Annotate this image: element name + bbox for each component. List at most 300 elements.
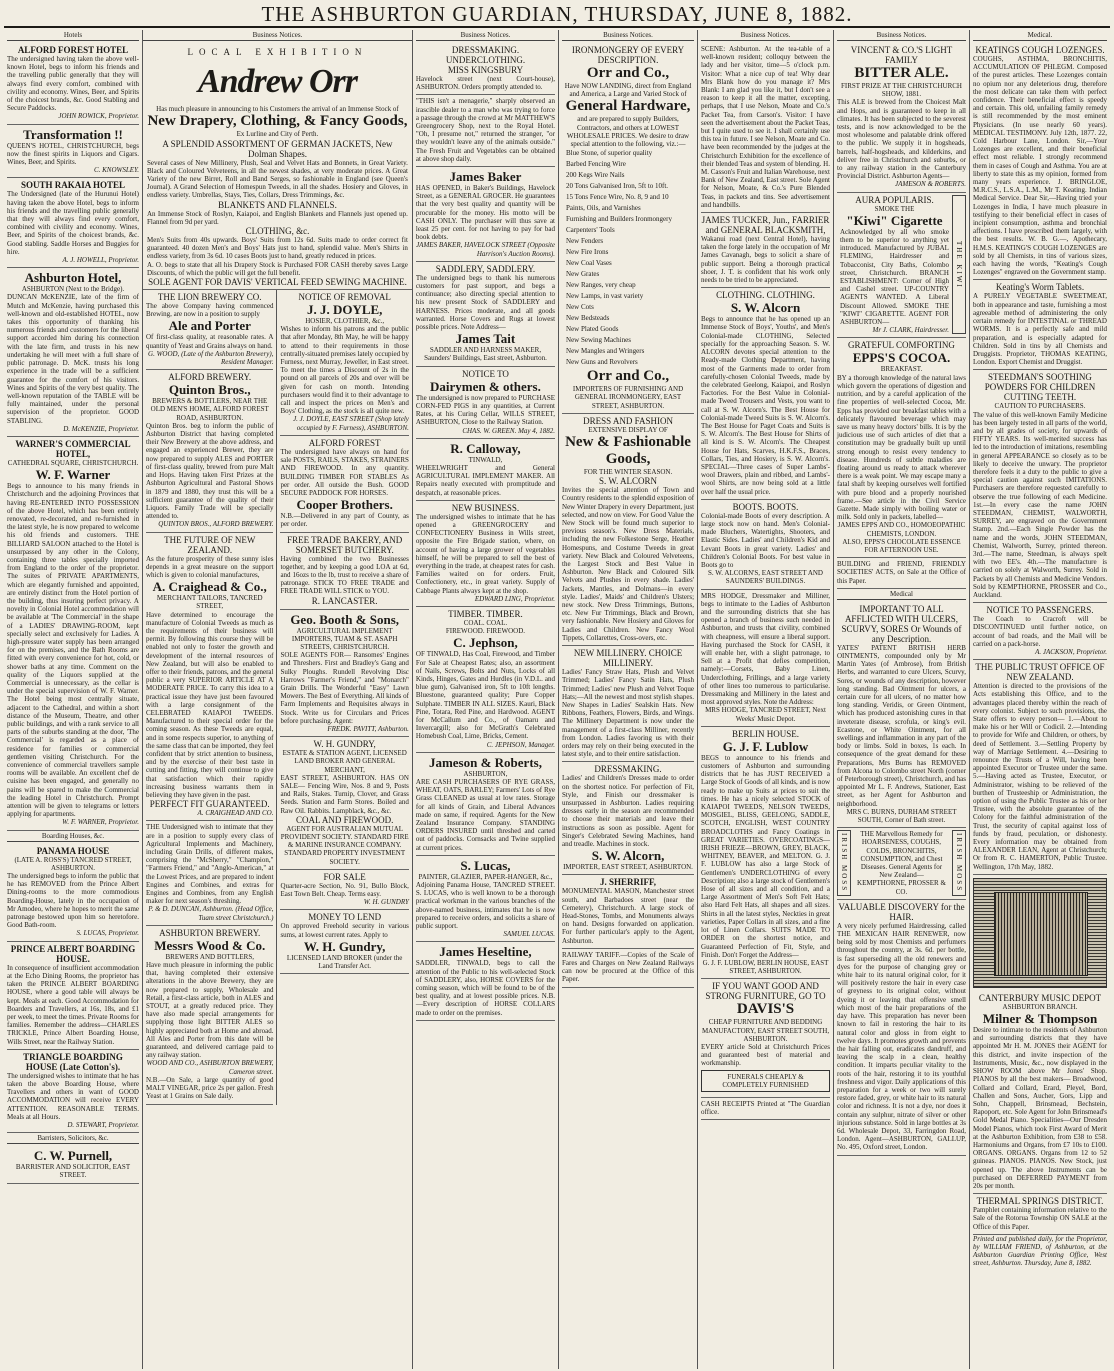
ad-title: DRESSMAKING. UNDERCLOTHING. [445, 45, 526, 65]
ad-main [851, 830, 952, 896]
ad-body: MRS HODGE, Dressmaker and Milliner, begs to intimate to the Ladies of Ashburton and the surrounding districts that she has opened a branch of business such needed in Ashburton, and trusts that civility, combined with cheapness, will ensure a liberal support. Having purchased the Stock for CASH, it will enable her, with a slight patronage, to Sell at a Profit that defies competition, namely:—Corsets, Baby Linen, Underclothing, Frillings, and a large variety of other lines too numerous to particularise. Dressmaking and Millinery in the latest and most approved styles. Note the Address: [701, 591, 830, 707]
ad-body: This ALE is brewed from the Choicest Malt and Hops, and is guaranteed to keep in all climates. It has been subjected to the severest tests, and is now acknowledged to be the most wholesome and palatable drink offered to the public. We supply it in hogsheads, barrels, half-hogsheads, and kilderkins, and deliver free in Christchurch and suburbs, or to any railway station in the Canterbury Provincial District. Ashburton Agents— [837, 98, 966, 181]
ad-title: AURA POPULARIS. [855, 194, 934, 205]
ad-epps-cocoa [837, 338, 966, 558]
ad-purnell [7, 1146, 139, 1183]
ad-list-item: New Fenders [566, 237, 604, 246]
ad-mrs-hodge [701, 590, 830, 727]
ad-list-item: New Guns and Revolvers [566, 358, 638, 367]
ad-headline: Orr and Co., [586, 65, 670, 81]
ad-title: Transformation !! [23, 126, 123, 142]
ad-orr-ironmongery [562, 43, 694, 414]
ad-yates-ointment [837, 602, 966, 828]
ad-subtitle: SADDLER AND HARNESS MAKER, Saunders' Buildings, East street, Ashburton. [424, 346, 547, 363]
ad-title: DRESSMAKING. [594, 764, 662, 775]
ad-subtitle: CATHEDRAL SQUARE, CHRISTCHURCH. [7, 458, 139, 467]
ad-signature: JAMESON & ROBERTS. [895, 180, 966, 189]
ad-body: The undersigned begs to thank his numerous customers for past support, and begs a continuance; also directing special attention to his new present Stock of SADDLERY and HARNESS. Prices moderate, and all goods warranted. Horse Covers and Rugs at lowest possible prices. Note Address— [415, 273, 556, 332]
ad-side-banner [952, 195, 966, 335]
ad-note: N.B.—Delivered in any part of County, as per order. [280, 512, 409, 529]
ad-title: NEW BUSINESS. [451, 502, 520, 513]
ad-agent: AGENT FOR AUSTRALIAN MUTUAL PROVIDENT SOCIETY. STANDARD FIRE & MARINE INSURANCE COMPANY. STANDARD PROPERTY INVESTMENT SOCIETY. [280, 824, 409, 866]
ad-body: The Coach to Cracroft will be DISCONTINUED until further notice, on account of bad roads, and the Mail will be carried on a pack-horse. [972, 615, 1107, 648]
ad-signature: MRS C. BURNS, DURHAM STREET SOUTH, Corner of Bath street. [846, 807, 957, 825]
ad-list-item: New Bedsteads [566, 314, 610, 323]
ad-body: The undersigned having taken the above well-known Hotel, begs to inform his friends and the travelling public generally that they will always find every comfort, combined with civility and economy. Wines, Beer, and Spirits of the choicest brands, &c. Good Stabling and Secure Paddocks. [7, 55, 139, 113]
ad-body: Begs to announce that he has opened up an Immense Stock of Boys', Youths', and Men's Colonial-made CLOTHING, Selected specially for the approaching Season. S. W. ALCORN devotes special attention to the Ready-made Clothing Department, having most of the Garments made to order from carefully-chosen Colonial Tweeds, made by the celebrated Geelong, Kaiapoi, and Roslyn Factories. For the Best Value in Colonial-made Tweed Trousers and Vests, you want to call at S. W. Alcorn's. The Best House for Colonial-made Tweed Suits is S. W. Alcorn's. The Best House for Paget Coats and Suits is S. W. Alcorn's. The Best House for Shirts of all kind is S. W. Alcorn's. The Cheapest House for Hats, Scarves, H.K.F.S., Braces, Collars, Ties, and Hosiery, is S. W. Alcorn's. SPECIAL—Three cases of Super Lambs'-wool Drawers, plain and ribbed, and Lambs'-wool Shirts, are now being sold at a little over half the usual price. [701, 315, 830, 496]
ad-fit: PERFECT FIT GUARANTEED. [149, 799, 270, 810]
ad-subtitle: COAL. COAL. [463, 618, 508, 627]
ad-body: The undersigned have always on hand for sale POSTS, RAILS, STAKES, STRAINERS AND FIREWOOD. In any quantity. BUILDING TIMBER FOR STABLES As per order. All outside the Bush. GOOD SECURE PADDOCK FOR HORSES. [280, 447, 409, 497]
ad-body: SCENE: Ashburton. At the tea-table of a well-known resident; colloquy between the lady and her visitor, time—5 o'clock p.m. Visitor: What a nice cup of tea! Why dear Mrs Blank how do you manage it? Mrs Blank: I am glad you like it, but I don't see a reason to keep it all the matter, excepting, perhaps, that I use Nelson, Moate and Co.'s Packet Tea, from Carson's. Visitor: I have seen the advertisement about the Packet Teas, but I quite used to see it. I shall certainly use this tea in future. I see Nelson, Moate and Co. have been recommended by the judges at the Christchurch Exhibition for the excellence of their blended Teas and system of blending. H. M. Casson's Fruit and Italian Warehouse, next Bank of New Zealand, East street. Sole Agent for Nelson, Moate, & Co.'s Pure Blended Teas, in packets and tins. See advertisement and handbills. [701, 45, 830, 209]
ad-dairymen [416, 367, 555, 439]
ad-body: Of first-class quality, at reasonable rates. A quantity of Yeast and Grains always on hand. [146, 333, 274, 350]
ad-title: PANAMA HOUSE [36, 845, 110, 856]
ad-signature: D. STEWART, Proprietor. [67, 1120, 139, 1129]
ad-signature: P. & D. DUNCAN, Ashburton. (Head Office, Tuam street Christchurch.) [148, 905, 274, 922]
ad-headline: W. H. Gundry, [303, 938, 386, 954]
ad-body: The above Company having commenced Brewing, are now in a position to supply [146, 302, 274, 319]
ad-gundry [280, 737, 408, 870]
ad-jackets: A SPLENDID ASSORTMENT OF GERMAN JACKETS, New Dolman Shapes. [162, 138, 393, 159]
ad-signature: WOOD AND CO., ASHBURTON BREWERY, Cameron street. [146, 1059, 274, 1076]
ad-body: Colonial-made Boots of every description. A large stock now on hand. Men's Colonial-made Bluchers, Watertights, Shooters, and Elastic Sides. Ladies' and Children's Kid and Levant Boots in great variety. Ladies' and Children's Colonial Boots. For best value in Boots go to [701, 511, 830, 569]
ad-list-item: New Grates [566, 270, 600, 279]
ad-title: W. H. GUNDRY, [313, 739, 376, 750]
ad-title: BOOTS. BOOTS. [732, 501, 799, 512]
ad-headline: S. W. Alcorn [730, 300, 801, 316]
masthead [4, 0, 1110, 28]
ad-body: Begs to announce to his many friends in Christchurch and the adjoining Provinces that having RE-ENTERED INTO POSSESSION of the above Hotel, which has been entirely renovated, re-decorated, and re-furnished in the latest style, he is now prepared to welcome his old friends and customers. THE BILLIARD SALOON attached to the Hotel is unsurpassed by any other in the Colony, containing three tables specially imported from England to the order of the proprietor. The suites of PRIVATE APARTMENTS, which are elegantly furnished and appointed, are entirely distinct from the Hotel portion of the building, thus insuring perfect privacy. A novelty in Colonial Hotel accommodation will be available at 'The Commercial' in the shape of a LADIES' DRAWING-ROOM, kept specially select and exclusively for Ladies. A high-pressure water supply has been arranged for on the premises, and the Bath Rooms are fitted with every convenience for hot, cold, or shower baths at any time. Comment on the quality of the Liquors supplied at the Commercial is unnecessary, as the cellar is under the special supervision of W. F. Warner. The Hotel being most centrally situate, adjacent to the Cathedral, and within a short distance of the Museum, Theatre, and other public buildings, and with a rank service to all parts of the suburbs standing at the door, 'The Commercial' is regarded as a place of residence for families or commercial gentlemen visiting Christchurch. For the convenience of commercial travellers sample rooms will be available. An excellent chef de cuisine has been engaged, and generally no pains will be spared to make the Commercial the leading Hotel in Christchurch. Prompt attention will be given to telegrams or letters applying for apartments. [7, 482, 139, 819]
ad-body: Having combined the two Businesses together, and by keeping a good LOA at 6d, and 16ozs to the lb, trust to receive a share of patronage. STICK TO FREE TRADE and FREE TRADE WILL STICK to YOU. [280, 554, 409, 596]
ad-title: Keating's Worm Tablets. [995, 282, 1085, 293]
ad-body: Attention is directed to the provisions of the Acts establishing this Office, and to the advantages placed thereby within the reach of every colonist. Subject to such provisions, the State offers to every person— 1.—About to make his or her Will or Codicil. 2.—Intending to provide for Wife and Children, or others, by deed of Settlement. 3.—Settling Property by way of Marriage Settlement. 4.—Desiring to renounce the Trusts of a Will, having been appointed Executor or Trustee under the same. 5.—Having acted as Trustee, Executor, or Administrator, wishing to be relieved of the burthen of Trusteeship or Administration, the option of using the Public Trustee as his or her Trustee, with the absolute guarantee of the Colony for the faithful administration of the Trust, the security of capital against loss of funds by fraud, peculation, or dishonesty. Every information may be obtained from ALEXANDER LEAN, Agent at Christchurch; Or from R. C. HAMERTON, Public Trustee. Wellington, 17th May, 1882. [972, 682, 1107, 871]
column-medical [970, 30, 1110, 1369]
ad-title: CLOTHING. CLOTHING. [716, 290, 815, 301]
column-heading: Business Notices. [562, 30, 694, 41]
column-business-5 [834, 30, 970, 1369]
ad-south-rakaia-hotel [7, 178, 139, 268]
subcolumn-right [277, 290, 411, 1104]
ad-body: "THIS isn't a menagerie," sharply observed an irascible dealer to a man who was trying to force a passage through the crowd at Mr MATTHEW'S Greengrocery Shop, next to the Royal Hotel. "Oh, I presume not," returned the stranger, "or they wouldn't leave any of the animals outside." The Fresh Fruit and Vegetables can be obtained at above shop daily. [415, 97, 556, 163]
ad-subtitle: HOSIER, CLOTHIER, &c., [305, 317, 385, 326]
ad-duncan [146, 821, 273, 925]
ad-headline: Messrs Wood & Co. [154, 937, 266, 953]
ad-subtitle: CHEAP FURNITURE AND BEDDING MANUFACTORY, EAST STREET SOUTH, ASHBURTON. [701, 1018, 830, 1043]
ad-side-banner [952, 830, 966, 896]
ad-headline: Dairymen & others. [430, 378, 541, 394]
ad-list-item: New Mangles and Wringers [566, 347, 645, 356]
ad-title: FOR SALE [323, 871, 366, 882]
ad-cooper-brothers [280, 436, 408, 533]
subcolumn-left [143, 290, 277, 1104]
ad-body: Ladies' Fancy Straw Hats, Plush and Velvet Trimmed; Ladies' Fancy Satin Hats, Plush Trimmed; Ladies' new Plush and Velvet Toque Hats;—All the newest and most stylish shapes. New Shapes in Ladies' Sealskin Hats. New Ribbons, Feathers, Flowers, Birds, and Wings. The Millinery Department is now under the management of a first-class Milliner, recently from London. Ladies favoring us with their orders may rely on their being executed in the latest style, and to their entire satisfaction. [562, 668, 695, 759]
ad-prince-albert [7, 942, 139, 1050]
ad-headline: Milner & Thompson [982, 1011, 1098, 1027]
ad-steedman [973, 370, 1107, 603]
ad-body: ARE CASH PURCHASERS OF RYE GRASS, WHEAT, OATS, BARLEY; Farmers' Lots of Rye Grass CLEANED as usual at low rates. Storage for all kinds of Grain, and Liberal Advances made on same, if required. Agents for the New Zealand Insurance Company. STANDING ORDERS INSURED until threshed and carted out of paddocks. Cornsacks and Twine supplied at current prices. [415, 778, 556, 852]
ad-title: GRATEFUL COMFORTING [848, 340, 955, 351]
column-heading: Business Notices. [701, 30, 830, 41]
imprint-footer: Printed and published daily, for the Proprietor, by WILLIAM FRIEND, of Ashburton, at the Ashburton Guardian Printing Office, West street, Ashburton. Thursday, June 8, 1882. [972, 1234, 1107, 1268]
ad-signature: S. W. ALCORN'S, EAST STREET AND SAUNDERS' BUILDINGS. [708, 569, 823, 586]
section-heading: Boarding Houses, &c. [7, 831, 139, 842]
ad-signature: QUINTON BROS., ALFORD BREWERY. [158, 520, 274, 529]
ad-body: The undersigned begs to inform the public that he has REMOVED from the Prince Albert Dining-rooms to the more commodious Boarding-House, lately in the occupation of Mr Amodeo, where he hopes to merit the same patronage bestowed upon him so heretofore. Good Bath-room. [7, 872, 139, 930]
column-heading: Business Notices. [837, 30, 966, 41]
ad-title: VALUABLE DISCOVERY for the HAIR. [838, 901, 965, 922]
ad-subtitle: ASHBURTON, [463, 769, 508, 778]
ad-body: The undersigned is now prepared to PURCHASE CORN-FED PIGS in any quantities, at Current Rates, at his Curing Cellar, WILLS STREET, ASHBURTON, Close to the Railway Station. [415, 393, 556, 427]
ad-body: Desire to intimate to the residents of Ashburton and surrounding districts that they have appointed Mr H. M. JONES their AGENT for this district, and invite inspection of the Instruments, Music, &c., now displayed in the SHOW ROOM above Mr Jones' Shop. PIANOS by all the best makers— Broadwood, Collard and Collard, Erard, Pleyel, Bord, Challen and Sons, Aucher, Gors, Lipp and Sohn, Chappell, Brinsmead, Bechstein, Rapoport, etc. Sole Agent for John Brinsmead's Gold Medal Piano. Specialities—Our Dresden Model Pianos, which took First Award of Merit at the Ashburton Exhibition, from £38 to £58. Harmoniums and Organs, from £7 10s to £100. ORGANS. ORGANS. Organs from 12 to 52 guineas. PIANOS. PIANOS. New Stock, just opened up. The above Instruments can be purchased on DEFERRED PAYMENT from 20s per month. [972, 1026, 1107, 1190]
ad-signature: D. McKENZIE, Proprietor. [63, 424, 139, 433]
ad-body: The undersigned wishes to intimate that he has opened a GREENGROCERY and CONFECTIONERY Business in Wills street, opposite the Fire Brigade station, where, on account of having a large grower of vegetables himself, he will be prepared to sell the best of everything in the trade, at cheapest rates for cash. Families waited on for orders. Fruit, Confectionery, etc., in great variety. Supply of Cabbage Plants always kept at the shop. [415, 512, 556, 595]
side-banner-text: THE KIWI [955, 240, 964, 289]
ad-title: THE PUBLIC TRUST OFFICE OF NEW ZEALAND. [975, 662, 1105, 683]
ad-clothing: CLOTHING, &c. [245, 226, 310, 237]
ad-body: RAILWAY TARIFF.—Copies of the Scale of Fares and Charges on New Zealand Railways can now be procured at the Office of this Paper. [562, 950, 695, 984]
ad-body: Have NOW LANDING, direct from England and America, a Large and Varied Stock of [564, 82, 692, 99]
ad-james-tait [416, 262, 555, 367]
ad-title: THE FUTURE OF NEW ZEALAND. [164, 534, 256, 555]
ad-also: ALSO, EPPS'S CHOCOLATE ESSENCE FOR AFTERNOON USE. [842, 537, 961, 554]
ad-body: The value of this well-known Family Medicine has been largely tested in all parts of the world, and by all grades of society, for upwards of FIFTY YEARS. Its well-merited success has led to the introduction of imitations, resembling in general APPEARANCE so closely as to be likely to deceive the unwary. The proprietor therefore feels it a duty to the public to give a special caution against such IMITATIONS. Purchasers are therefore requested carefully to observe the true following of each Medicine. 1st.—In every case the name JOHN STEEDMAN, CHEMIST, WALWORTH, SURREY, are engraved on the Government Stamp. 2nd.—Each Single Powder has the name and the words, JOHN STEEDMAN, Chemist, Walworth, Surrey, printed thereon. 3rd.—The name, Steedman, is always spelt with two EE's. 4th.—The manufacture is carried on solely at Walworth, Surrey. Sold in Packets by all Chemists and Medicine Vendors. Sold by KEMPTHORNE, PROSSER and Co., Auckland. [972, 410, 1107, 599]
ad-james-baker [416, 167, 555, 262]
ad-headline: S. Lucas, [460, 857, 511, 873]
ad-body: SOLE AGENTS FOR— Ransomes' Engines and Threshers. First and Bradley's Gang and Sulky Ploughs. Rundell Revolving Disc Harrows "Farmer's Friend," and "Monarch" Grain Drills. The Wonderful "Easy" Lawn Mowers. The Best of Everything. All kinds of Farm Implements and Requisites always in Stock. Write us for Circulars and Prices before purchasing. Agent: [280, 651, 409, 725]
ad-signature: A. CRAIGHEAD AND CO. [197, 809, 274, 818]
ad-title: J. SHERRIFF, [600, 877, 656, 888]
ad-for-sale [280, 870, 408, 911]
ad-headline: BITTER ALE. [854, 65, 949, 81]
ad-body: Wishes to inform his patrons and the public that after Monday, 8th May, he will be happy to attend to their requirements in those centrally-situated premises lately occupied by Furness, next Murray, Jeweller, in East street. To meet the times a Discount of 2s in the pound on all parcels of 20s and over will be given for cash on month. Intending purchasers would find it to their advantage to call and inspect the prices on Men's and Boys' Clothing, as the stock is all quite new. [280, 325, 409, 416]
ad-intro: Has much pleasure in announcing to his Customers the arrival of an Immense Stock of [156, 105, 399, 114]
ad-list-item: New Plated Goods [566, 325, 619, 334]
ad-alcorn-dress [562, 414, 694, 646]
ad-headline: G. J. F. Lublow [722, 738, 809, 754]
ad-alcorn-clothing [701, 288, 830, 499]
ad-title: THERMAL SPRINGS DISTRICT. [976, 1196, 1104, 1207]
ad-title: JAMES TUCKER, Jun., FARRIER and GENERAL BLACKSMITH, [701, 215, 830, 236]
ad-title: SADDLERY, SADDLERY. [435, 263, 536, 274]
ad-body: MONUMENTAL MASON, Manchester street south, and Barbadoes street (near the Cemetery), Christchurch. A large stock of Head-Stones, Tombs, and Monuments always on hand. Designs forwarded on application. For further particular's apply to the Agent, Ashburton. [562, 887, 695, 945]
ad-name-script: Andrew Orr [197, 63, 357, 101]
ad-body: An Immense Stock of Roslyn, Kaiapoi, and English Blankets and Flannels just opened up. Flannel from 9d per yard. [147, 209, 408, 226]
ad-signature: W. H. GUNDRY [363, 898, 409, 907]
column-business-4 [698, 30, 834, 1369]
section-heading: Medical [837, 589, 966, 600]
ad-signature: G. J. F. LUBLOW, BERLIN HOUSE, EAST STREET, ASHBURTON. [702, 958, 829, 976]
ad-signature: JAMES BAKER, HAVELOCK STREET (Opposite Harrison's Auction Rooms). [416, 241, 556, 258]
ad-signature: G. WOOD, (Late of the Ashburton Brewery), Resident Manager. [148, 349, 274, 367]
ad-subtitle: PAINTER, GLAZIER, PAPER-HANGER, &c., [418, 872, 553, 881]
ad-irish-moss [837, 828, 966, 900]
ad-body: BY a thorough knowledge of the natural laws which govern the operations of digestion and nutrition, and by a careful application of the fine properties of well-selected Cocoa, Mr. Epps has provided our breakfast tables with a delicately flavoured beverage which may save us many heavy doctors' bills. It is by the judicious use of such articles of diet that a constitution may be gradually built up until strong enough to resist every tendency to disease. Hundreds of subtle maladies are floating around us ready to attack wherever there is a weak point. We may escape many a fatal shaft by keeping ourselves well fortified with pure blood and a properly nourished frame.—See article in the Civil Service Gazette. Made simply with boiling water or milk. Sold only in packets, labelled— [837, 373, 966, 522]
ad-body: IF YOU WANT GOOD AND STRONG FURNITURE, GO TO [705, 981, 826, 1002]
ad-subtitle: SMOKE THE [874, 204, 915, 213]
ad-name: W. F. Warner [35, 467, 111, 483]
ad-millinery [562, 646, 694, 762]
section-heading: Barristers, Solicitors, &c. [7, 1133, 139, 1144]
ad-headline: Jameson & Roberts, [428, 754, 542, 770]
ad-body: Have determined to encourage the manufacture of Colonial Tweeds as much as the requirements of their business will permit. By following this course they will be enabled not only to foster the growth and development of the internal resources of New Zealand, but will also be enabled to offer to their friends, patrons, and the general public a very SUPERIOR ARTICLE AT A MODERATE PRICE. To carry this idea to a practical issue they have just been favoured with a large consignment of the CELEBRATED KAIAPOI TWEEDS. Manufactured to their special order for the coming season. As these Tweeds are equal, and in some respects superior, to anything of the same class that can be imported, they feel confident that by strict attention to business, and by the exercise of their best taste in cutting and fitting, they will continue to give that satisfaction which their rapidly increasing business warrants them in believing they have given in the past. [146, 610, 274, 799]
ad-list-item: Furnishing and Builders Ironmongery [566, 215, 672, 224]
ad-body: CASH RECEIPTS Printed at "The Guardian office. [701, 1099, 830, 1117]
ad-title: Ashburton Hotel, [24, 270, 122, 286]
ad-hair-discovery [837, 900, 966, 1156]
ad-subtitle: IMPORTER, EAST STREET, ASHBURTON. [563, 863, 693, 872]
ad-list-item: New Sewing Machines [566, 336, 631, 345]
ad-item-list [562, 148, 694, 368]
ad-body: The Undersigned (late of the Hurunui Hotel) having taken the above Hotel, begs to inform his friends and the travelling public generally that they will always find every comfort, combined with civility and economy. Wines, Beer, and Spirits of the choicest brands, &c. Good stabling. Saddle Horses and Buggies for hire. [7, 190, 139, 256]
ad-wood-co [146, 926, 273, 1105]
ad-body: BARRISTER AND SOLICITOR, EAST STREET. [15, 1163, 131, 1180]
ad-headline: James Tait [455, 331, 516, 347]
ad-subtitle: CAUTION TO PURCHASERS. [994, 402, 1086, 411]
ad-title: C. W. Purnell, [33, 1148, 113, 1164]
ad-subtitle: BREWERS & BOTTLERS, NEAR THE OLD MEN'S HOME, ALFORD FOREST ROAD, ASHBURTON. [150, 397, 269, 422]
ad-s-lucas [416, 856, 555, 943]
ad-title: STEEDMAN'S SOOTHING POWDERS FOR CHILDREN CUTTING TEETH. [984, 372, 1096, 403]
ad-body: YATES' PATENT BRITISH HERB OINTMENTS, compounded only by Mr Martin Yates (of Ambrose), from British Herbs, and warranted to cure Ulcers, Scurvy, Sores, or wounds of any description, however long standing. Bad Ointment for ulcers, a certain cure for all ulcers, of no matter how long standing. Veridis, or Green Ointment, which has produced astonishing cures in that inveterate disease, scrofula, or king's evil. Ecastone, or White Ointment, for all swellings and inflammation in any part of the body or limbs. Sold in boxes, 1s each. In consequence of the great demand for these Preparations, Mrs Burns has REMOVED from Alcona to Colombo street North (corner of Peterborough street), Christchurch, and has appointed Mr L. F. Andrews, Stationer, East street, as her Agent for Ashburton and neighborhood. [837, 643, 966, 808]
ad-subtitle: MISS KINGSBURY [447, 65, 524, 75]
ad-title: ALFORD FOREST [308, 437, 381, 448]
ad-body: Wakanui road (next Central Hotel), having taken the forge lately in the occupation of Mr James Cavanagh, begs to solicit a share of public support. Being a thorough practical shoer, J. T. is confident that his work only needs to be tried to be appreciated. [701, 235, 830, 285]
ad-blankets: BLANKETS AND FLANNELS. [218, 199, 337, 210]
ad-body: BUILDING and FRIEND, FRIENDLY SOCIETIES' ACTS, on Sale at the Office of this Paper. [837, 560, 966, 585]
ad-headline: EPPS'S COCOA. [852, 350, 951, 366]
ad-body: In consequence of insufficient accommodation at the Echo Dining Rooms, the proprietor has taken the PRINCE ALBERT BOARDING HOUSE, where a good table will always be kept. Meals at each. Good Accommodation for Boarders and Travellers, at 16s, 18s, and £1 per week, to meet the times. Private Rooms for families. Remember the address—CHARLES TRICKLE, Prince Albert Boarding House, Wills Street, near the Railway Station. [7, 963, 139, 1046]
ad-body: SADDLER, TINWALD, begs to call the attention of the Public to his well-selected Stock of SADDLERY, also, HORSE COVERS for the coming season, which will be found to be of the best quality, and at lowest possible prices. N.B.—Every description of HORSE COLLARS made to order on the premises. [415, 959, 556, 1017]
ad-headline: J. J. DOYLE, [306, 302, 383, 318]
ad-body: WHEELWRIGHT and General AGRICULTURAL IMPLEMENT MAKER. All Repairs neatly executed with promptitude and despatch, at reasonable prices. [415, 463, 556, 497]
ad-subtitle: FOR THE WINTER SEASON. [583, 468, 673, 477]
ad-title: KEATINGS COUGH LOZENGES. [975, 45, 1105, 55]
ad-headline: C. Jephson, [453, 635, 518, 651]
ad-body: Quarter-acre Section, No. 91, Bullo Block, East Town Belt. Cheap. Terms easy. [280, 881, 409, 899]
ad-headline: S. W. Alcorn, [591, 848, 665, 864]
ad-name: S. W. ALCORN [599, 476, 658, 487]
ad-quinton-bros [146, 370, 273, 532]
ad-subtitle: TINWALD, [468, 455, 503, 464]
ad-title: NOTICE TO [462, 368, 509, 379]
ad-body: THE Undersigned wish to intimate that they are in a position to supply every class of Agricultural Implements and Machinery, including Grain Drills, of different makes, comprising the "McSherry," "Champion," "Farmers Friend," and "Anglo-American," at the Lowest Prices, and are prepared to indent Engines and Combines, and extras for Engines and Combines, from any English maker for next season's threshing. [146, 823, 274, 906]
ad-kicker: LOCAL EXHIBITION [187, 47, 368, 57]
ad-signature: MRS HODGE, TANCRED STREET, Next Weeks' Music Depot. [705, 706, 826, 723]
ad-title: MONEY TO LEND [308, 912, 382, 923]
ad-list-item: 15 Tons Fence Wire, No. 8, 9 and 10 [566, 193, 669, 202]
ad-headline-3: Orr and Co., [586, 368, 670, 385]
ad-list-item: New Cots [566, 303, 594, 312]
ad-body: Adjoining Panama House, TANCRED STREET. S. LUCAS, who is well known to be a thorough practical workman in the various branches of the above-named business, intimates that he is now prepared to receive orders, and solicits a share of public support. [415, 881, 556, 931]
ad-body: COUGHS, ASTHMA, BRONCHITIS, ACCUMULATION OF PHLEGM. Composed of the purest articles. These Lozenges contain no opium nor any deleterious drug, therefore the most delicate can take them with perfect confidence. Their beneficial effect is speedy and certain. This old, unfailing family remedy is still recommended by the most eminent Physicians. (In use nearly 60 years). MEDICAL TESTIMONY. July 12th, 1877. 22, Cold Harbour Lane, London. Sir,—Your Lozenges are excellent, and their beneficial effect most reliable. I strongly recommend them in cases of Cough and Asthma. You are at liberty to state this as my opinion, formed from many years experience. J. BRINGLOE, M.R.C.S., L.S.A., L.M., Mr T. Keating. Indian Medical Service. Dear Sir,—Having tried your Lozenges in India, I have much pleasure in testifying to their beneficial effect in cases of incipient consumption, asthma and bronchial affections. I have prescribed them largely, with the best results. W. B. G.—, Apothecary, H.M.S. KEATING'S COUGH LOZENGES are sold by all Chemists, in tins of various sizes, each having the words, "Keating's Cough Lozenges" engraved on the Government stamp. [972, 55, 1107, 277]
ad-note: N.B.—On Sale, a large quantity of good MALT VINEGAR, price 2s per gallon. Fresh Yeast at 1 Grains on Sale daily. [146, 1075, 274, 1101]
ad-signature: C. KNOWSLEY. [93, 166, 139, 175]
ad-headline: DAVIS'S [736, 1001, 795, 1018]
columns-grid [4, 30, 1110, 1369]
ad-worm-tablets [973, 280, 1107, 370]
ad-vincent-bitter-ale [837, 43, 966, 193]
ad-subtitle: BREWERS AND BOTTLERS, [165, 952, 254, 961]
ad-subtitle: EXTENSIVE DISPLAY OF [588, 425, 668, 434]
ad-title: VINCENT & CO.'S LIGHT FAMILY [850, 45, 953, 65]
side-banner-text: IRISH MOSS [840, 833, 849, 893]
ad-signature: SAMUEL LUCAS. [503, 930, 556, 939]
ad-signature: C. JEPHSON, Manager. [486, 740, 556, 749]
ad-body: Invites the special attention of Town and Country residents to the splendid exposition of New Winter Drapery in every Department, just selected, and now on view. For Good Value the New Stock will be found much superior to previous season's. New Dress Materials, including the new Folkestone Serge, Heather Homespuns, and Costume Tweeds in great variety. New Black and Coloured Velveteens, the Largest Stock and Best Value in Ashburton. New Black and Coloured Silk Velvets and Plushes in every shade. Ladies' Jackets, Mantles, and Dolmans—in every style. Ladies', Maids' and Children's Ulsters; new stock. New Dress Trimmings, Buttons, etc. New Fur Trimmings, Black and Brown, very fashionable. New Hosiery and Gloves for Ladies and Children. New Fancy Wool Tippets, Collarettes, Cross-overs, etc. [562, 486, 695, 642]
ad-craighead [146, 533, 273, 822]
ad-free-trade [280, 533, 408, 610]
ad-list-item: New Fire Irons [566, 248, 609, 257]
ad-subtitle: ASHBURTON (Next to the Bridge). [21, 285, 125, 294]
ad-body: THE Marvellous Remedy for HOARSENESS, COUGHS, COLDS, BRONCHITIS, CONSUMPTION, and Chest Diseases. General Agents for New Zealand— KEMPTHORNE, PROSSER & CO. [857, 830, 946, 896]
ad-headline: New & Fashionable Goods, [565, 434, 691, 468]
ad-money [280, 910, 408, 974]
ad-tucker [701, 213, 830, 288]
ad-kiwi-cigarette [837, 193, 966, 339]
column-heading: Medical. [973, 30, 1107, 41]
ad-triangle [7, 1050, 139, 1133]
ad-list-item: New Coal Vases [566, 259, 612, 268]
ad-title: CANTERBURY MUSIC DEPOT [978, 992, 1102, 1003]
ad-signature: W. F. WARNER, Proprietor. [62, 818, 139, 827]
ad-body: Havelock street (next Court-house), ASHBURTON. Orders promptly attended to. [415, 75, 556, 92]
ad-list-item: 200 Kegs Wire Nails [566, 171, 625, 180]
ad-warners-hotel [7, 437, 139, 831]
ad-title: THE LION BREWERY CO. [157, 292, 262, 303]
ad-signature: J. J. DOYLE, EAST STREET (Shop lately occupied by F. Furness), ASHBURTON. [293, 415, 409, 432]
ad-subtitle: ASHBURTON BRANCH. [1002, 1002, 1078, 1011]
ad-body: EVERY article Sold at Christchurch Prices and guaranteed best of material and workmanship. [701, 1042, 830, 1068]
ad-list-item: Paints, Oils, and Varnishes [566, 204, 641, 213]
ad-headline: Ale and Porter [168, 318, 251, 334]
ad-title: IRONMONGERY OF EVERY DESCRIPTION. [571, 45, 685, 65]
ad-headline: R. Calloway, [450, 440, 521, 456]
ad-booth-sons [280, 610, 408, 738]
ad-agent: SOLE AGENT FOR DAVIS' VERTICAL FEED SEWING MACHINE. [148, 277, 407, 288]
ad-body: The undersigned wishes to intimate that he has taken the above Boarding House, where Travellers and others in want of GOOD ACCOMMODATION will receive EVERY ATTENTION. REASONABLE TERMS. Meals at all Hours. [7, 1071, 139, 1121]
ad-doyle [280, 290, 408, 436]
ad-railway-tariff [562, 949, 694, 988]
column-business-3 [559, 30, 698, 1369]
ad-alford-forest-hotel [7, 43, 139, 125]
ad-body: Men's Suits from 40s upwards. Boys' Suits from 12s 6d. Suits made to order correct fit guaranteed. 40 dozen Men's and Boys' Hats just to hand, splendid value. Men's Shirts in endless variety, from 3s 6d. 10 cases Boots just to hand, greatly reduced in prices. [147, 236, 408, 261]
ad-title: WARNER'S COMMERCIAL HOTEL, [15, 438, 131, 459]
ad-lublow [701, 727, 830, 979]
ad-main [837, 195, 952, 335]
ad-davis [701, 979, 830, 1098]
ad-subtitle: Ex Lurline and City of Perth. [236, 130, 319, 139]
ad-andrew-orr [143, 43, 412, 290]
ad-body: Acknowledged by all who smoke them to be superior to anything yet introduced. Manufactured by JUBAL FLEMING, Hairdresser and Tobacconist, City Baths, Colombo street, Christchurch. BRANCH ESTABLISHMENT: Corner of High and Cashel street. UP-COUNTRY AGENTS WANTED. A Liberal Discount Allowed. SMOKE THE "KIWI" CIGARETTE. AGENT FOR ASHBURTON— [840, 227, 949, 327]
masthead-title: THE ASHBURTON GUARDIAN, THURSDAY, JUNE 8, 1882. [261, 2, 853, 26]
ad-building-societies [837, 558, 966, 589]
ad-body: QUEEN'S HOTEL, CHRISTCHURCH, begs now the finest spirits in Liquors and Cigars. Wines, Beer, and Spirits. [7, 141, 139, 167]
ad-sherriff [562, 875, 694, 948]
ad-title: NOTICE OF REMOVAL [298, 292, 391, 303]
ad-title: NEW MILLINERY. CHOICE MILLINERY. [573, 648, 683, 669]
ad-title: TRIANGLE BOARDING HOUSE (Late Cotton's). [23, 1051, 123, 1072]
ad-body: On approved Freehold security in various sums, at lowest current rates. Apply to [280, 922, 409, 939]
ad-list-item: Blue Stone, of superior quality [566, 149, 653, 158]
ad-subtitle: BREAKFAST. [880, 365, 923, 374]
ad-body: HAS OPENED, in Baker's Buildings, Havelock Street, as a GENERAL GROCER. He guarantees that the very best quality and quantity will be procurable for the money. His motto will be CASH ONLY. The purchaser will thus save at least 25 per cent. for not having to pay for bad book debts. [415, 184, 556, 242]
ad-headline: Geo. Booth & Sons, [290, 611, 400, 627]
ad-subtitle: IMPORTERS OF FURNISHING AND GENERAL IRONMONGERY, EAST STREET, ASHBURTON. [572, 385, 684, 410]
ad-title: ALFORD BREWERY. [168, 372, 252, 383]
ad-list-item: Barbed Fencing Wire [566, 160, 626, 169]
piano-engraving [973, 878, 1107, 988]
ad-side-banner [837, 830, 851, 896]
ad-headline: "Kiwi" Cigarette [846, 212, 943, 228]
ad-kingsbury [416, 43, 555, 95]
ad-title: TIMBER. TIMBER. [448, 608, 523, 619]
ad-signature: EDWARD LING, Proprietor. [474, 594, 556, 603]
ad-headline: James Heseltine, [439, 944, 532, 960]
ad-list-item: New Lamps, in vast variety [566, 292, 644, 301]
ad-lion-brewery [146, 290, 273, 370]
ad-title: ASHBURTON BREWERY. [159, 927, 261, 938]
ad-funerals-box: FUNERALS CHEAPLY & COMPLETELY FURNISHED [701, 1070, 830, 1092]
ad-menagerie [416, 95, 555, 167]
ad-title: BERLIN HOUSE. [732, 728, 800, 739]
ad-signature: A. JACKSON, Proprietor. [1035, 648, 1107, 656]
ad-body: A. O. begs to state that all his Drapery Stock is Purchased FOR CASH thereby saves Large Discounts, of which the public will get the full benefit. [147, 260, 408, 277]
ad-cash-receipts [701, 1098, 830, 1120]
ad-body: EAST STREET, ASHBURTON. HAS ON SALE— Fencing Wire, Nos. 8 and 9, Posts and Rails, Stakes. Turnip, Clover, and Grass Seeds. Station and Farm Stores. Boiled and Raw Oil. Rabbits. Lampblack, &c., &c. [280, 773, 409, 815]
ad-keatings-lozenges [973, 43, 1107, 280]
ad-title: NOTICE TO PASSENGERS. [986, 605, 1094, 616]
ad-title: New Drapery, Clothing, & Fancy Goods, [147, 113, 408, 130]
column-business-1 [143, 30, 413, 1369]
ad-headline: James Baker [449, 169, 522, 185]
ad-body: A PURELY VEGETABLE SWEETMEAT, both in appearance and taste, furnishing a most agreeable method of administering the only certain remedy for INTESTINAL or THREAD WORMS. It is a perfectly safe and mild preparation, and is especially adapted for Children. Sold in tins by all Chemists and Druggists. Proprietor, THOMAS KEATING, London. Export Chemist and Druggist. [972, 292, 1107, 367]
column-heading: Business Notices. [416, 30, 555, 41]
ad-list-item: 20 Tons Galvanised Iron, 5ft to 10ft. [566, 182, 669, 191]
ad-body: Several cases of New Millinery, Plush, Seal and Velvet Hats and Bonnets, in Great Variety. Black and Coloured Velveteens, in all the newest shades, at very moderate prices. A Great Variety of the new Birret, Roll and Band Serges, so fashionable in England (see Queen's Journal). A Grand Selection of Homespun Tweeds, in all the shades. Hosiery and Gloves, in endless variety. Umbrellas, Stays, Ties, Collars, Dress Trimmings, &c. [147, 158, 408, 200]
ad-signature: JAMES EPPS AND CO., HOMOEOPATHIC CHEMISTS, LONDON. [837, 521, 966, 538]
ad-panama-house [7, 844, 139, 942]
ad-passengers [973, 603, 1107, 660]
ad-heseltine [416, 942, 555, 1020]
ad-signature: Mr J. CLARK, Hairdresser. [872, 326, 949, 335]
ad-headline-2: General Hardware, [565, 98, 691, 115]
ad-list-item: Carpenters' Tools [566, 226, 615, 235]
ad-body: Quinton Bros. beg to inform the public of Ashburton District that having completed their New Brewery at the above address, and engaged an experienced Brewer, they are now prepared to supply ALES and PORTER of first-class quality, brewed from pure Malt and Hops. Having taken First Prizes at the Ashburton Agricultural and Pastoral Shows in 1879 and 1880, they trust this will be a sufficient guarantee of the quality of their Liquors. Family Trade will be specially attended to. [146, 421, 274, 521]
ad-subtitle: MERCHANT TAILORS, TANCRED STREET, [156, 594, 263, 611]
ad-signature: A. J. HOWELL, Proprietor. [62, 256, 139, 265]
side-banner-text: IRISH MOSS [955, 833, 964, 893]
column-business-2 [413, 30, 559, 1369]
ad-signature: FREDK. PAVITT, Ashburton. [327, 724, 409, 733]
ad-coal: COAL AND FIREWOOD. [295, 814, 394, 825]
ad-title: FREE TRADE BAKERY, AND SOMERSET BUTCHERY. [287, 534, 403, 555]
subcolumns [143, 290, 412, 1104]
ad-title: DRESS AND FASHION [583, 415, 673, 426]
ad-subtitle: (LATE A. ROSS'S) TANCRED STREET, ASHBURTON. [14, 855, 132, 872]
ad-dressmaking [562, 762, 694, 875]
column-heading: Business Notices. [143, 30, 412, 41]
column-hotels [4, 30, 143, 1369]
ad-subtitle: ESTATE & STATION AGENT, LICENSED LAND BROKER AND GENERAL MERCHANT, [282, 749, 407, 774]
ad-body: and are prepared to supply Builders, Contractors, and others at LOWEST WHOLESALE PRICES. We desire to draw special attention to the following, viz.:— [566, 115, 690, 149]
ad-thermal-springs [973, 1194, 1107, 1235]
ad-body: A very nicely perfumed Hairdressing, called THE MEXICAN HAIR RENEWER, now being sold by most Chemists and perfumers throughout the country, at 3s. 6d. per bottle, is fast superseding all the old renewers and dyes for the purpose of changing grey or white hair to its natural original color, for it will positively restore the hair in every case of greyness to its original color, without dyeing it or leaving that offensive smell which most of the hair preparations of the day have. This preparation has never been known to fail in restoring the hair to its natural color and gloss in from eight to twelve days. It promotes growth and prevents the hair falling out, eradicates dandruff, and leaving the scalp in a clean, healthy condition. It imparts peculiar vitality to the roots of the hair, restoring it to its youthful freshness and vigor. Daily applications of this preparation for a week or two will surely restore faded, grey, or white hair to its natural color and richness. It is not a dye, nor does it contain any sulphur, nitrate of silver or other injurious substance. Sold in large bottles at 3s 6d. Wholesale Depot, 33, Farringdon Road, London. Agent—ASHBURTON, GALLUP, No. 495, Oxford street, London. [837, 921, 966, 1152]
ad-title: PRINCE ALBERT BOARDING HOUSE. [10, 943, 136, 964]
ad-signature: JOHN ROWICK, Proprietor. [58, 112, 139, 121]
ad-title: ALFORD FOREST HOTEL [17, 45, 129, 55]
ad-signature: R. LANCASTER. [311, 595, 378, 606]
